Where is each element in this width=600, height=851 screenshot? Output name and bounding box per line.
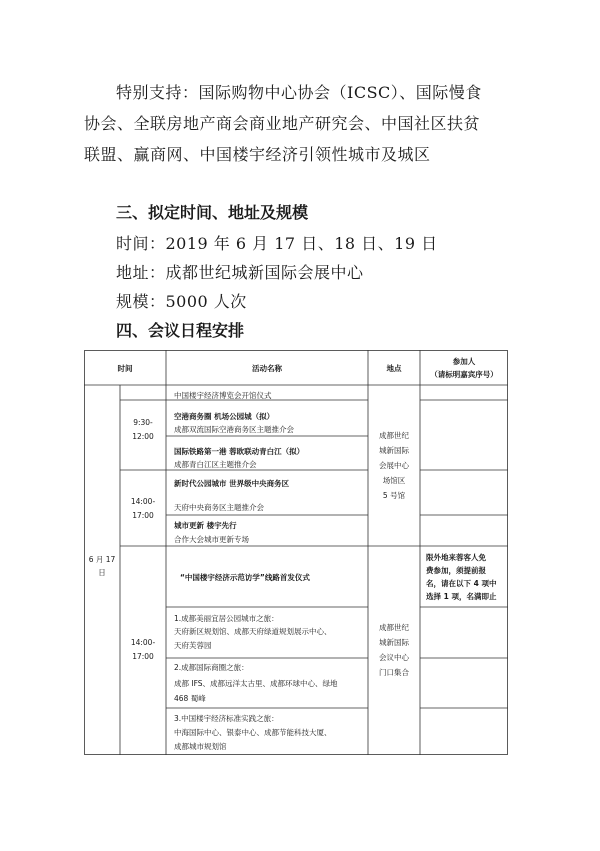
slot-1-start: 9:30- <box>133 418 153 427</box>
intro-line-1: 特别支持：国际购物中心协会（ICSC）、国际慢食 <box>116 83 482 102</box>
intro-line-2: 协会、全联房地产商会商业地产研究会、中国社区扶贫 <box>84 114 481 133</box>
route-2-title: 2.成都国际商圈之旅： <box>174 663 249 672</box>
route-1-stops-cont: 天府芙蓉园 <box>174 641 212 650</box>
section-4-heading: 四、会议日程安排 <box>116 321 245 340</box>
participants-note-4: 选择 1 项，名满即止 <box>426 592 497 601</box>
event-address: 地址：成都世纪城新国际会展中心 <box>116 263 364 282</box>
activity-2-title: 国际铁路第一港 蓉欧联动青白江（拟） <box>174 447 305 456</box>
route-3-stops-cont: 成都城市规划馆 <box>174 742 227 751</box>
activity-3-title: 新时代公园城市 世界级中央商务区 <box>174 479 290 488</box>
slot-2-start: 14:00- <box>130 497 156 506</box>
table-grid <box>84 350 600 755</box>
route-3-title: 3.中国楼宇经济标准实践之旅： <box>174 714 279 723</box>
intro-line-3: 联盟、赢商网、中国楼宇经济引领性城市及城区 <box>84 145 431 164</box>
activity-4-subtitle: 合作大会城市更新专场 <box>174 535 249 544</box>
header-location: 地点 <box>386 364 402 373</box>
header-time: 时间 <box>117 364 133 373</box>
location-1-line-3: 会展中心 <box>379 461 409 470</box>
location-2-line-4: 门口集合 <box>379 668 409 677</box>
route-2-stops-cont: 468 蜀峰 <box>174 694 206 703</box>
activity-1-title: 空港商务圈 机场公园城（拟） <box>174 412 275 421</box>
route-3-stops: 中海国际中心、银泰中心、成都节能科技大厦、 <box>174 728 332 737</box>
participants-note-3: 名，请在以下 4 项中 <box>426 579 497 588</box>
activity-1-subtitle: 成都双流国际空港商务区主题推介会 <box>174 425 294 434</box>
participants-note-1: 限外地来蓉客人免 <box>426 553 486 562</box>
location-2-line-1: 成都世纪 <box>379 623 409 632</box>
location-1-line-4: 场馆区 <box>382 476 406 485</box>
slot-3-end: 17:00 <box>132 652 154 661</box>
location-1-line-5: 5 号馆 <box>382 491 406 500</box>
slot-1-end: 12:00 <box>132 432 154 441</box>
schedule-table <box>84 350 600 755</box>
header-activity: 活动名称 <box>252 364 282 373</box>
location-1-line-2: 城新国际 <box>379 446 409 455</box>
activity-3-subtitle: 天府中央商务区主题推介会 <box>174 503 264 512</box>
header-participants-note: （请标明嘉宾序号） <box>430 370 498 379</box>
activity-opening: 中国楼宇经济博览会开馆仪式 <box>174 391 272 400</box>
header-participants: 参加人 <box>452 357 476 366</box>
location-1-line-1: 成都世纪 <box>379 431 409 440</box>
activity-5-launch: “中国楼宇经济示范访学”线路首发仪式 <box>180 573 310 582</box>
slot-3-start: 14:00- <box>130 638 156 647</box>
event-scale: 规模：5000 人次 <box>116 292 247 311</box>
route-1-stops: 天府新区规划馆、成都天府绿道规划展示中心、 <box>174 627 332 636</box>
route-2-stops: 成都 IFS、成都远洋太古里、成都环球中心、绿地 <box>174 679 338 688</box>
route-1-title: 1.成都美丽宜居公园城市之旅： <box>174 614 279 623</box>
activity-2-subtitle: 成都青白江区主题推介会 <box>174 460 257 469</box>
date-cell: 6 月 17 <box>88 555 116 564</box>
location-2-line-2: 城新国际 <box>379 638 409 647</box>
activity-4-title: 城市更新 楼宇先行 <box>174 521 237 530</box>
event-time: 时间：2019 年 6 月 17 日、18 日、19 日 <box>116 234 438 253</box>
location-2-line-3: 会议中心 <box>379 653 409 662</box>
participants-note-2: 费参加，须提前报 <box>426 566 486 575</box>
slot-2-end: 17:00 <box>132 511 154 520</box>
date-cell-suffix: 日 <box>98 568 106 577</box>
section-3-heading: 三、拟定时间、地址及规模 <box>116 203 309 222</box>
